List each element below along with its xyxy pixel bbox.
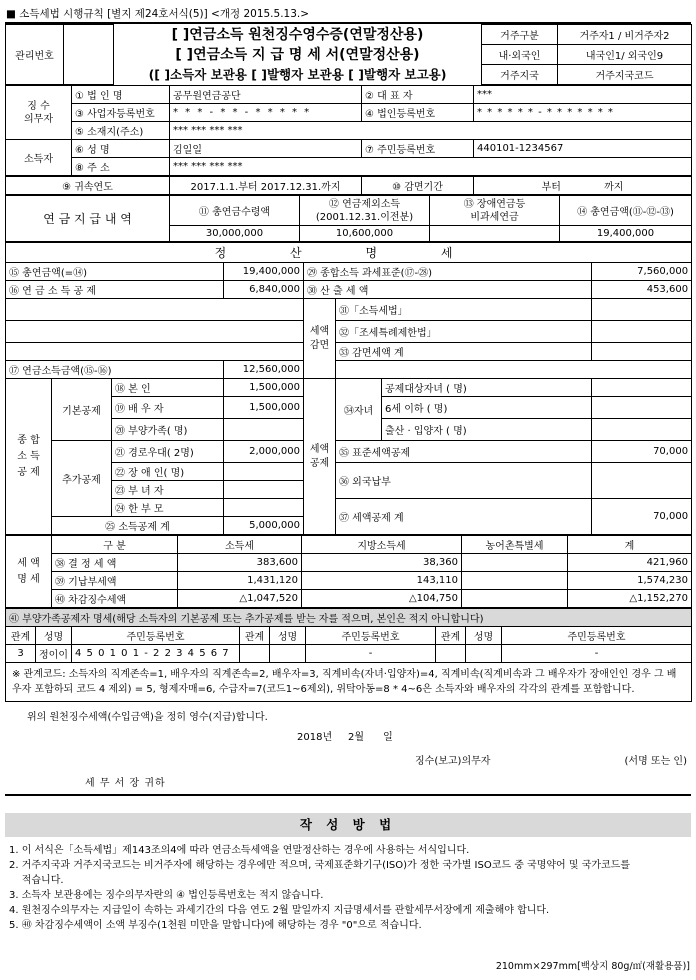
l17-label: ⑰ 연금소득금액(⑮-⑯) xyxy=(6,361,224,379)
receipt-payer: 징수(보고)의무자 xyxy=(415,756,491,767)
l18-label: ⑱ 본 인 xyxy=(112,379,224,397)
corpno-label: ④ 법인등록번호 xyxy=(362,104,474,122)
corpno-value[interactable]: * * * * * * - * * * * * * * xyxy=(474,104,692,122)
r37-value[interactable]: 70,000 xyxy=(592,499,692,535)
corp-name-value[interactable]: 공무원연금공단 xyxy=(170,86,362,104)
dep-h-rel-3: 관계 xyxy=(436,627,466,645)
nationality-value[interactable]: 내국인1/ 외국인9 xyxy=(558,45,692,65)
title-line-2: [ ]연금소득 지 급 명 세 서(연말정산용) xyxy=(175,46,420,63)
net-tax-total[interactable]: △1,152,270 xyxy=(568,590,692,608)
dep-rrn-empty[interactable]: - xyxy=(502,645,692,663)
tax-h1: 소득세 xyxy=(178,536,302,554)
child-label: ㉞자녀 xyxy=(336,379,382,441)
method-item: 적습니다. xyxy=(9,875,64,886)
l15-label: ⑮ 총연금액(=⑭) xyxy=(6,263,224,281)
comp-deduction-group: 종 합 소 득 공 제 xyxy=(6,379,52,535)
child1-value[interactable] xyxy=(592,379,692,397)
excluded-income-value[interactable]: 10,600,000 xyxy=(300,226,430,242)
payer-addr-label: ⑤ 소재지(주소) xyxy=(72,122,170,140)
r32-label: ㉜「조세특례제한법」 xyxy=(336,321,592,343)
blank-row xyxy=(6,299,304,321)
bizno-label: ③ 사업자등록번호 xyxy=(72,104,170,122)
l22-label: ㉒ 장 애 인( 명) xyxy=(112,463,224,481)
rep-label: ② 대 표 자 xyxy=(362,86,474,104)
method-item: 2. 거주지국과 거주지국코드는 비거주자에 해당하는 경우에만 적으며, 국제표준화기구(ISO)가 정한 국가별 ISO코드 중 국명약어 및 국가코드를 xyxy=(9,860,630,871)
calc-table xyxy=(5,242,692,535)
prepaid-tax-label: ㊴ 기납부세액 xyxy=(52,572,178,590)
l25-value[interactable]: 5,000,000 xyxy=(224,517,304,535)
method-item: 3. 소득자 보관용에는 징수의무자란의 ④ 법인등록번호는 적지 않습니다. xyxy=(9,890,324,901)
form-title xyxy=(114,25,482,85)
form-header: ■ 소득세법 시행규칙 [별지 제24호서식(5)] <개정 2015.5.13.> xyxy=(6,8,310,20)
pension-label: 연 금 지 급 내 역 xyxy=(6,196,170,242)
l18-value[interactable]: 1,500,000 xyxy=(224,379,304,397)
l23-label: ㉓ 부 녀 자 xyxy=(112,481,224,499)
l23-value[interactable] xyxy=(224,481,304,499)
country-code-value[interactable]: 거주지국코드 xyxy=(558,65,692,85)
excluded-income-header: ⑫ 연금제외소득 (2001.12.31.이전분) xyxy=(300,196,430,226)
l17-value[interactable]: 12,560,000 xyxy=(224,361,304,379)
method-section xyxy=(5,813,691,933)
reduce-value[interactable]: 부터 까지 xyxy=(474,177,692,195)
tax-detail-table xyxy=(5,535,692,608)
nontax-pension-value[interactable] xyxy=(430,226,560,242)
dep-h-rrn-2: 주민등록번호 xyxy=(306,627,436,645)
l22-value[interactable] xyxy=(224,463,304,481)
dep-h-rrn-1: 주민등록번호 xyxy=(72,627,240,645)
method-title: 작 성 방 법 xyxy=(5,813,691,837)
decided-tax-rural[interactable] xyxy=(462,554,568,572)
blank-row xyxy=(6,321,304,343)
payer-section: 징 수 의무자 xyxy=(6,86,72,140)
rep-value[interactable]: *** xyxy=(474,86,692,104)
tax-base-value[interactable]: 7,560,000 xyxy=(592,263,692,281)
dep-h-rel-2: 관계 xyxy=(240,627,270,645)
dependents-table xyxy=(5,608,692,702)
method-item: 4. 원천징수의무자는 지급일이 속하는 과세기간의 다음 연도 2월 말일까지 지급명세서를 관할세무서장에게 제출해야 합니다. xyxy=(9,905,550,916)
dep-rrn-empty[interactable]: - xyxy=(306,645,436,663)
l19-value[interactable]: 1,500,000 xyxy=(224,397,304,419)
party-table xyxy=(5,85,692,176)
dep-rel-empty[interactable] xyxy=(240,645,270,663)
tax-base-label: ㉙ 종합소득 과세표준(⑰-㉘) xyxy=(304,263,592,281)
tax-h3: 농어촌특별세 xyxy=(462,536,568,554)
earner-rrn-value[interactable]: 440101-1234567 xyxy=(474,140,692,158)
r31-label: ㉛「소득세법」 xyxy=(336,299,592,321)
payer-addr-value[interactable]: *** *** *** *** xyxy=(170,122,692,140)
r33-label: ㉝ 감면세액 계 xyxy=(336,343,592,361)
r35-value[interactable]: 70,000 xyxy=(592,441,692,463)
l15-value[interactable]: 19,400,000 xyxy=(224,263,304,281)
r35-label: ㉟ 표준세액공제 xyxy=(336,441,592,463)
reduce-group: 세액 감면 xyxy=(304,299,336,379)
decided-tax-local[interactable]: 38,360 xyxy=(302,554,462,572)
nationality-label: 내·외국인 xyxy=(482,45,558,65)
l16-label: ⑯ 연 금 소 득 공 제 xyxy=(6,281,224,299)
method-item: 5. ㊵ 차감징수세액이 소액 부징수(1천원 미만을 말합니다)에 해당하는 경우 "0"으로 적습니다. xyxy=(9,920,422,931)
method-item: 1. 이 서식은「소득세법」제143조의4에 따라 연금소득세액을 연말정산하는 경우에 사용하는 서식입니다. xyxy=(9,845,470,856)
dep-h-rrn-3: 주민등록번호 xyxy=(502,627,692,645)
basic-deduction-group: 기본공제 xyxy=(52,379,112,441)
l19-label: ⑲ 배 우 자 xyxy=(112,397,224,419)
child2-label: 6세 이하 ( 명) xyxy=(382,397,592,419)
l20-label: ⑳ 부양가족( 명) xyxy=(112,419,224,441)
reduce-label: ⑩ 감면기간 xyxy=(362,177,474,195)
dep-name-empty[interactable] xyxy=(270,645,306,663)
title-line-3: ([ ]소득자 보관용 [ ]발행자 보관용 [ ]발행자 보고용) xyxy=(148,66,447,82)
earner-section: 소득자 xyxy=(6,140,72,176)
dep-h-name-3: 성명 xyxy=(466,627,502,645)
dep-h-rel-1: 관계 xyxy=(6,627,36,645)
dep-name-value[interactable]: 정이이 xyxy=(36,645,72,663)
total-pension-header: ⑭ 총연금액(⑪-⑫-⑬) xyxy=(560,196,692,226)
year-value[interactable]: 2017.1.1.부터 2017.12.31.까지 xyxy=(170,177,362,195)
relation-code-note: ※ 관계코드: 소득자의 직계존속=1, 배우자의 직계존속=2, 배우자=3, 직계비속(자녀·입양자)=4, 직계비속(직계비속과 그 배우자가 장애인인 경우 그 배우자 포함하되 코드 4 제외) = 5, 형제자매=6, 수급자=7(코드1~6제외), 위탁아동=8 * 4~6은 소득자와 배우자의 각각의 관계를 포함합니다. xyxy=(6,663,692,702)
dep-rel-empty[interactable] xyxy=(436,645,466,663)
r36-label: ㊱ 외국납부 xyxy=(336,463,592,499)
child1-label: 공제대상자녀 ( 명) xyxy=(382,379,592,397)
net-tax-label: ㊵ 차감징수세액 xyxy=(52,590,178,608)
paper-spec: 210mm×297mm[백상지 80g/㎡(재활용품)] xyxy=(495,961,690,972)
earner-addr-value[interactable]: *** *** *** *** xyxy=(170,158,692,176)
dep-rrn-value[interactable]: 4 5 0 1 0 1 - 2 2 3 4 5 6 7 xyxy=(72,645,240,663)
year-label: ⑨ 귀속연도 xyxy=(6,177,170,195)
decided-tax-income[interactable]: 383,600 xyxy=(178,554,302,572)
corp-name-label: ① 법 인 명 xyxy=(72,86,170,104)
total-pension-value[interactable]: 19,400,000 xyxy=(560,226,692,242)
total-received-header: ⑪ 총연금수령액 xyxy=(170,196,300,226)
child3-label: 출산 · 입양자 ( 명) xyxy=(382,419,592,441)
l21-label: ㉑ 경로우대( 2명) xyxy=(112,441,224,463)
mgmt-label: 관리번호 xyxy=(6,25,64,85)
calc-tax-value[interactable]: 453,600 xyxy=(592,281,692,299)
earner-rrn-label: ⑦ 주민등록번호 xyxy=(362,140,474,158)
receipt-text: 위의 원천징수세액(수입금액)을 정히 영수(지급)합니다. xyxy=(27,712,268,723)
receipt-date: 2018년 2월 일 xyxy=(297,732,393,743)
spacer xyxy=(336,361,692,379)
l24-label: ㉔ 한 부 모 xyxy=(112,499,224,517)
prepaid-tax-local[interactable]: 143,110 xyxy=(302,572,462,590)
earner-name-label: ⑥ 성 명 xyxy=(72,140,170,158)
prepaid-tax-rural[interactable] xyxy=(462,572,568,590)
r31-value[interactable] xyxy=(592,299,692,321)
bizno-value[interactable]: * * * - * * - * * * * * xyxy=(170,104,362,122)
residency-value[interactable]: 거주자1 / 비거주자2 xyxy=(558,25,692,45)
r33-value[interactable] xyxy=(592,343,692,361)
nontax-pension-header: ⑬ 장애연금등 비과세연금 xyxy=(430,196,560,226)
pension-table xyxy=(5,195,692,242)
r32-value[interactable] xyxy=(592,321,692,343)
net-tax-income[interactable]: △1,047,520 xyxy=(178,590,302,608)
residency-label: 거주구분 xyxy=(482,25,558,45)
title-table xyxy=(5,24,692,85)
decided-tax-label: ㊳ 결 정 세 액 xyxy=(52,554,178,572)
total-received-value[interactable]: 30,000,000 xyxy=(170,226,300,242)
earner-name-value[interactable]: 김일일 xyxy=(170,140,362,158)
receipt-office: 세 무 서 장 귀하 xyxy=(85,778,166,789)
calc-tax-label: ㉚ 산 출 세 액 xyxy=(304,281,592,299)
l24-value[interactable] xyxy=(224,499,304,517)
title-line-1: [ ]연금소득 원천징수영수증(연말정산용) xyxy=(171,26,424,43)
tax-h2: 지방소득세 xyxy=(302,536,462,554)
country-label: 거주지국 xyxy=(482,65,558,85)
decided-tax-total[interactable]: 421,960 xyxy=(568,554,692,572)
receipt-block xyxy=(5,702,691,794)
l25-label: ㉕ 소득공제 계 xyxy=(52,517,224,535)
dep-name-empty[interactable] xyxy=(466,645,502,663)
net-tax-rural[interactable] xyxy=(462,590,568,608)
tax-h4: 계 xyxy=(568,536,692,554)
mgmt-value[interactable] xyxy=(64,25,114,85)
child2-value[interactable] xyxy=(592,397,692,419)
calc-title: 정 산 명 세 xyxy=(6,243,692,263)
r36-value[interactable] xyxy=(592,463,692,499)
l20-value[interactable] xyxy=(224,419,304,441)
period-table xyxy=(5,176,692,195)
dep-h-name-2: 성명 xyxy=(270,627,306,645)
dependents-title: ㊶ 부양가족공제자 명세(해당 소득자의 기본공제 또는 추가공제를 받는 자를 적으며, 본인은 적지 아니합니다) xyxy=(6,609,692,627)
child3-value[interactable] xyxy=(592,419,692,441)
r37-label: ㊲ 세액공제 계 xyxy=(336,499,592,535)
tax-h0: 구 분 xyxy=(52,536,178,554)
dep-h-name-1: 성명 xyxy=(36,627,72,645)
blank-row xyxy=(6,343,304,361)
prepaid-tax-total[interactable]: 1,574,230 xyxy=(568,572,692,590)
credit-group: 세액 공제 xyxy=(304,379,336,535)
tax-detail-group: 세 액 명 세 xyxy=(6,536,52,608)
earner-addr-label: ⑧ 주 소 xyxy=(72,158,170,176)
l21-value[interactable]: 2,000,000 xyxy=(224,441,304,463)
pension-form xyxy=(5,22,691,796)
add-deduction-group: 추가공제 xyxy=(52,441,112,517)
receipt-sign[interactable]: (서명 또는 인) xyxy=(624,756,687,767)
prepaid-tax-income[interactable]: 1,431,120 xyxy=(178,572,302,590)
l16-value[interactable]: 6,840,000 xyxy=(224,281,304,299)
net-tax-local[interactable]: △104,750 xyxy=(302,590,462,608)
dep-rel-value[interactable]: 3 xyxy=(6,645,36,663)
